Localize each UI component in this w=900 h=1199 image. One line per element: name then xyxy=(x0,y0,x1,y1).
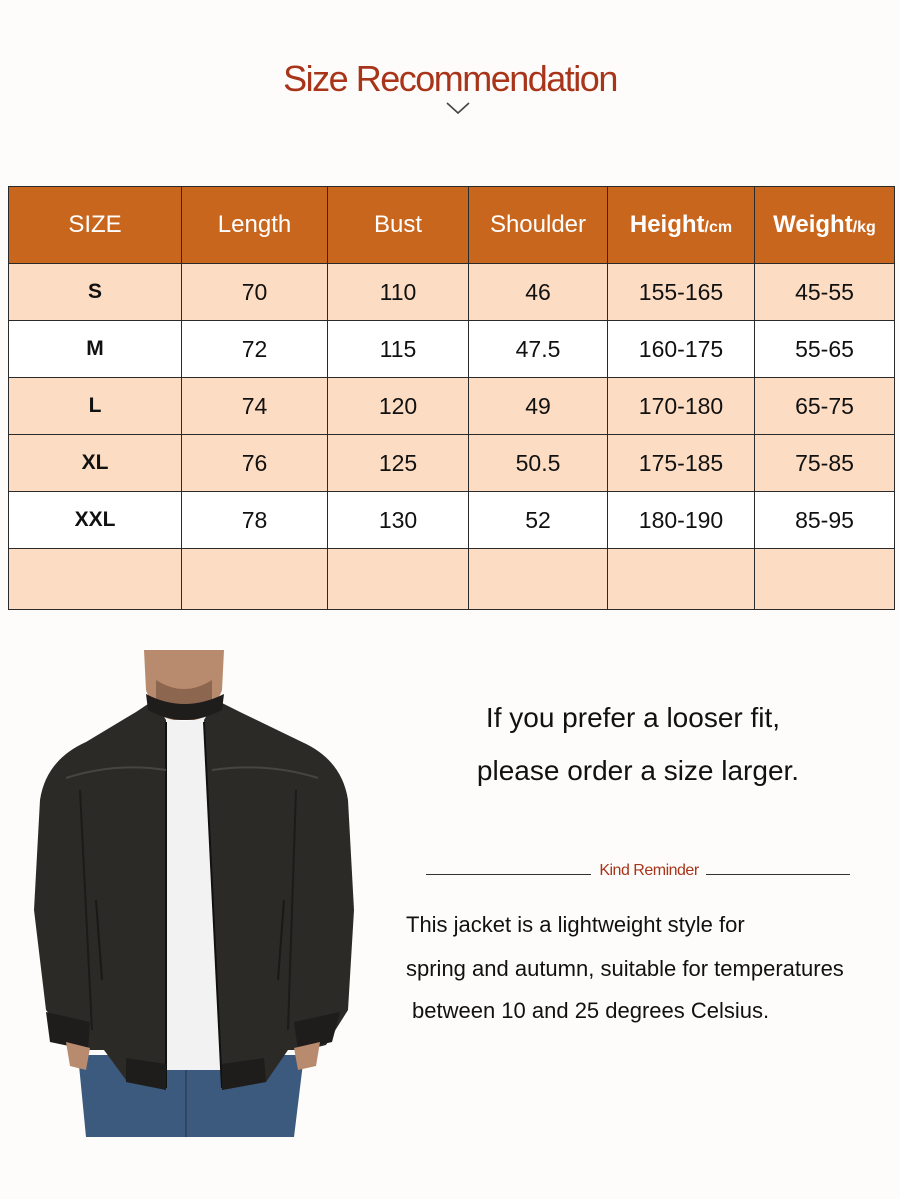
table-cell: M xyxy=(9,321,182,378)
table-cell: 47.5 xyxy=(469,321,608,378)
column-header-length: Length xyxy=(182,187,328,264)
table-cell: 72 xyxy=(182,321,328,378)
column-header-height: Height/cm xyxy=(608,187,755,264)
table-cell: 75-85 xyxy=(755,435,895,492)
fit-note-line-2: please order a size larger. xyxy=(476,755,800,786)
table-row xyxy=(9,378,895,435)
table-cell xyxy=(755,549,895,610)
fit-note-line-1: If you prefer a looser fit, xyxy=(485,702,781,733)
table-cell: 78 xyxy=(182,492,328,549)
table-cell: 85-95 xyxy=(755,492,895,549)
table-cell xyxy=(9,549,182,610)
table-cell xyxy=(608,549,755,610)
table-cell: 46 xyxy=(469,264,608,321)
table-cell: S xyxy=(9,264,182,321)
table-cell: L xyxy=(9,378,182,435)
table-header-row xyxy=(9,187,895,264)
table-cell: 76 xyxy=(182,435,328,492)
table-cell: 180-190 xyxy=(608,492,755,549)
table-cell: 130 xyxy=(328,492,469,549)
reminder-text-line-1: This jacket is a lightweight style for xyxy=(406,912,745,937)
table-cell: XXL xyxy=(9,492,182,549)
table-cell xyxy=(182,549,328,610)
table-cell: 115 xyxy=(328,321,469,378)
table-cell xyxy=(328,549,469,610)
table-cell: 110 xyxy=(328,264,469,321)
kind-reminder-label: Kind Reminder xyxy=(599,862,699,879)
table-cell: 170-180 xyxy=(608,378,755,435)
table-cell: 125 xyxy=(328,435,469,492)
table-cell: 55-65 xyxy=(755,321,895,378)
table-cell: 52 xyxy=(469,492,608,549)
table-cell: 65-75 xyxy=(755,378,895,435)
table-cell xyxy=(469,549,608,610)
size-chart-table xyxy=(8,186,895,610)
table-cell: 120 xyxy=(328,378,469,435)
table-row xyxy=(9,435,895,492)
column-header-shoulder: Shoulder xyxy=(469,187,608,264)
reminder-text-line-3: between 10 and 25 degrees Celsius. xyxy=(412,998,770,1023)
table-row xyxy=(9,492,895,549)
divider-line-left xyxy=(426,874,591,875)
table-cell: 45-55 xyxy=(755,264,895,321)
column-header-bust: Bust xyxy=(328,187,469,264)
page-title: Size Recommendation xyxy=(283,58,617,99)
table-row-empty xyxy=(9,549,895,610)
table-cell: 155-165 xyxy=(608,264,755,321)
table-cell: 160-175 xyxy=(608,321,755,378)
table-cell: 50.5 xyxy=(469,435,608,492)
column-header-weight: Weight/kg xyxy=(755,187,895,264)
table-cell: 70 xyxy=(182,264,328,321)
table-cell: XL xyxy=(9,435,182,492)
divider-line-right xyxy=(706,874,850,875)
reminder-text-line-2: spring and autumn, suitable for temperatures xyxy=(406,956,844,981)
jacket-model-photo xyxy=(26,650,356,1137)
table-cell: 49 xyxy=(469,378,608,435)
kind-reminder-divider xyxy=(426,862,850,882)
table-cell: 74 xyxy=(182,378,328,435)
column-header-size: SIZE xyxy=(9,187,182,264)
chevron-down-icon xyxy=(445,100,471,116)
table-row xyxy=(9,264,895,321)
table-cell: 175-185 xyxy=(608,435,755,492)
table-row xyxy=(9,321,895,378)
